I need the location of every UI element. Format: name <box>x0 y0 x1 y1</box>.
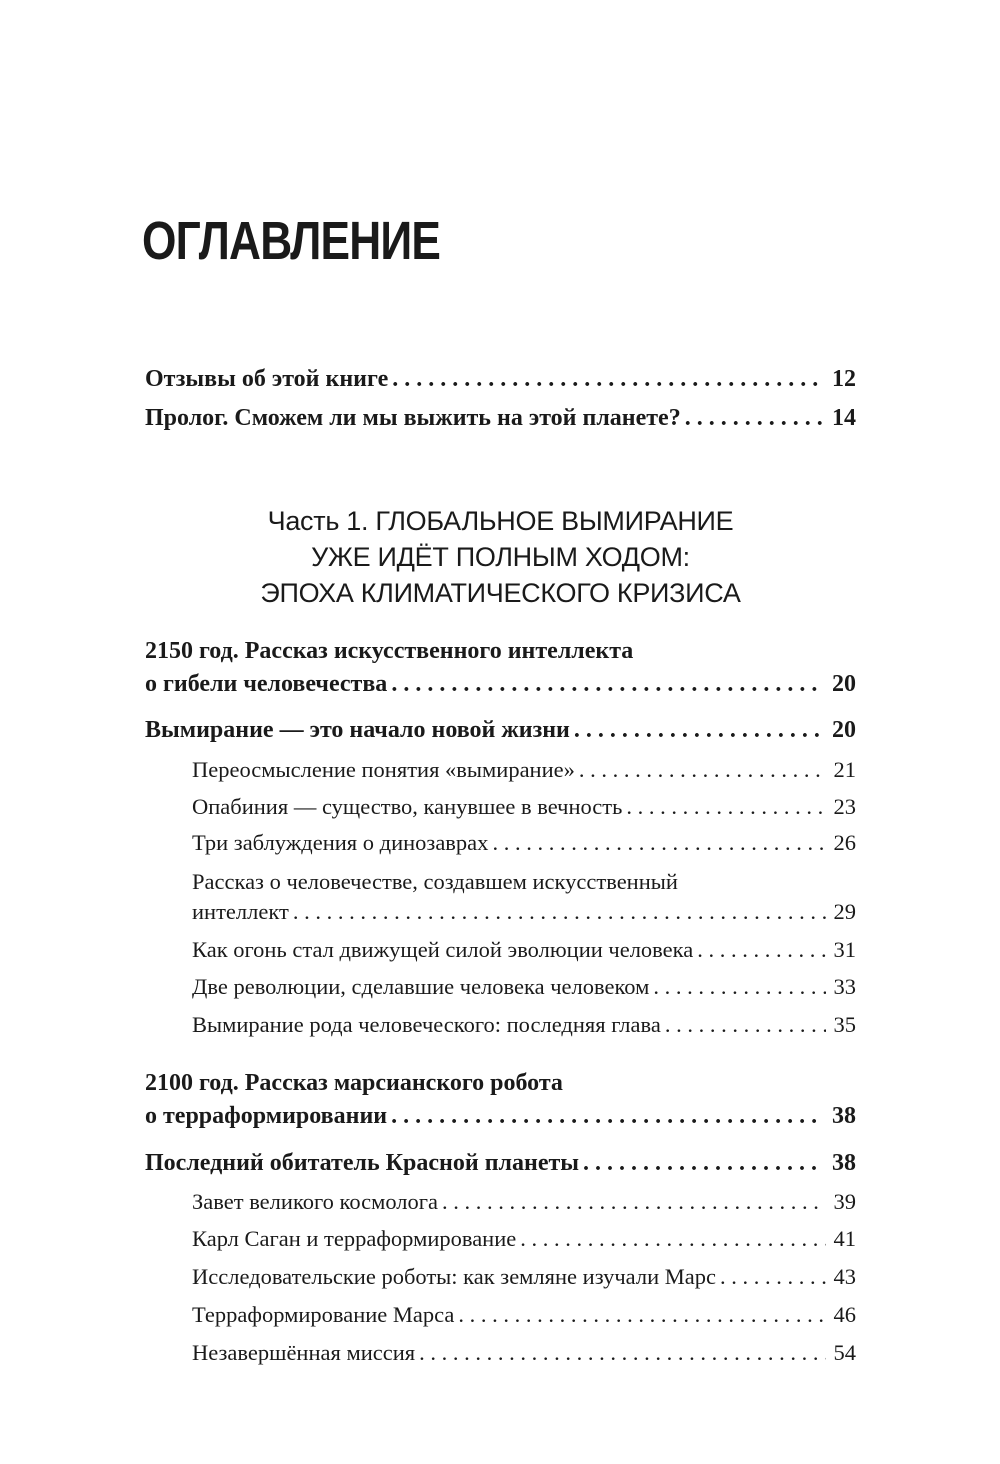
toc-entry-chapter2[interactable] <box>145 1103 856 1130</box>
toc-entry-title: о гибели человечества <box>145 671 388 697</box>
toc-subentry[interactable] <box>192 1226 856 1252</box>
dot-leader <box>492 830 825 856</box>
dot-leader <box>419 1340 825 1366</box>
page-title: ОГЛАВЛЕНИЕ <box>142 211 441 271</box>
toc-page-number: 21 <box>833 757 856 782</box>
dot-leader <box>391 671 824 698</box>
toc-page-number: 12 <box>832 366 856 392</box>
toc-entry-title: Завет великого космолога <box>192 1189 438 1214</box>
toc-page-number: 43 <box>833 1264 856 1289</box>
toc-entry-title: Отзывы об этой книге <box>145 366 389 392</box>
part-heading-line: Часть 1. ГЛОБАЛЬНОЕ ВЫМИРАНИЕ <box>267 506 734 536</box>
toc-entry-title: Последний обитатель Красной планеты <box>145 1150 579 1176</box>
dot-leader <box>574 717 824 744</box>
dot-leader <box>685 405 824 432</box>
toc-page-number: 26 <box>833 830 856 855</box>
toc-entry-section2[interactable] <box>145 1150 856 1177</box>
toc-subentry[interactable] <box>192 757 856 783</box>
toc-subentry[interactable] <box>192 1189 856 1215</box>
toc-subentry[interactable] <box>192 937 856 963</box>
dot-leader <box>626 794 825 820</box>
toc-entry-title: Две революции, сделавшие человека человеком <box>192 974 650 999</box>
dot-leader <box>392 366 824 393</box>
toc-page-number: 20 <box>832 671 856 697</box>
chapter-title-line1[interactable]: 2100 год. Рассказ марсианского робота <box>145 1070 563 1096</box>
toc-entry-title: Пролог. Сможем ли мы выжить на этой планете? <box>145 405 681 431</box>
dot-leader <box>653 974 825 1000</box>
toc-page-number: 39 <box>833 1189 856 1214</box>
dot-leader <box>665 1012 826 1038</box>
toc-entry-reviews[interactable] <box>145 366 856 393</box>
toc-entry-title: Карл Саган и терраформирование <box>192 1226 517 1251</box>
dot-leader <box>442 1189 826 1215</box>
toc-entry-title: Переосмысление понятия «вымирание» <box>192 757 575 782</box>
toc-subentry[interactable] <box>192 974 856 1000</box>
dot-leader <box>520 1226 825 1252</box>
toc-page-number: 23 <box>833 794 856 819</box>
toc-page-number: 38 <box>832 1150 856 1176</box>
toc-page-number: 46 <box>833 1302 856 1327</box>
toc-page-number: 29 <box>833 899 856 924</box>
toc-entry-title: Как огонь стал движущей силой эволюции человека <box>192 937 694 962</box>
chapter-title-line1[interactable]: 2150 год. Рассказ искусственного интеллекта <box>145 638 634 664</box>
toc-entry-title: Незавершённая миссия <box>192 1340 416 1365</box>
toc-subentry[interactable] <box>192 1340 856 1366</box>
dot-leader <box>458 1302 825 1328</box>
toc-entry-title: Исследовательские роботы: как земляне изучали Марс <box>192 1264 716 1289</box>
toc-subentry[interactable] <box>192 899 856 925</box>
part-heading-line: ЭПОХА КЛИМАТИЧЕСКОГО КРИЗИСА <box>260 578 741 608</box>
toc-entry-chapter1[interactable] <box>145 671 856 698</box>
toc-entry-title: Терраформирование Марса <box>192 1302 455 1327</box>
toc-page-number: 41 <box>833 1226 856 1251</box>
toc-entry-title: о терраформировании <box>145 1103 388 1129</box>
part-heading <box>145 503 856 611</box>
toc-entry-title: Вымирание рода человеческого: последняя глава <box>192 1012 661 1037</box>
dot-leader <box>720 1264 826 1290</box>
toc-subentry[interactable] <box>192 1012 856 1038</box>
toc-entry-title: Три заблуждения о динозаврах <box>192 830 489 855</box>
toc-page-number: 20 <box>832 717 856 743</box>
toc-subentry[interactable] <box>192 1302 856 1328</box>
toc-entry-title: Вымирание — это начало новой жизни <box>145 717 570 743</box>
toc-entry-title: Опабиния — существо, канувшее в вечность <box>192 794 623 819</box>
dot-leader <box>391 1103 824 1130</box>
toc-page-number: 31 <box>833 937 856 962</box>
toc-entry-section1[interactable] <box>145 717 856 744</box>
toc-entry-title: интеллект <box>192 899 289 924</box>
toc-page-number: 33 <box>833 974 856 999</box>
dot-leader <box>583 1150 824 1177</box>
dot-leader <box>697 937 825 963</box>
toc-page-number: 38 <box>832 1103 856 1129</box>
toc-page-number: 54 <box>833 1340 856 1365</box>
toc-subentry-line1[interactable]: Рассказ о человечестве, создавшем искусственный <box>192 869 678 894</box>
toc-subentry[interactable] <box>192 794 856 820</box>
part-heading-line: УЖЕ ИДЁТ ПОЛНЫМ ХОДОМ: <box>311 542 690 572</box>
dot-leader <box>579 757 826 783</box>
toc-subentry[interactable] <box>192 1264 856 1290</box>
toc-page-number: 14 <box>832 405 856 431</box>
toc-entry-prologue[interactable] <box>145 405 856 432</box>
toc-subentry[interactable] <box>192 830 856 856</box>
dot-leader <box>293 899 826 925</box>
toc-page-number: 35 <box>833 1012 856 1037</box>
